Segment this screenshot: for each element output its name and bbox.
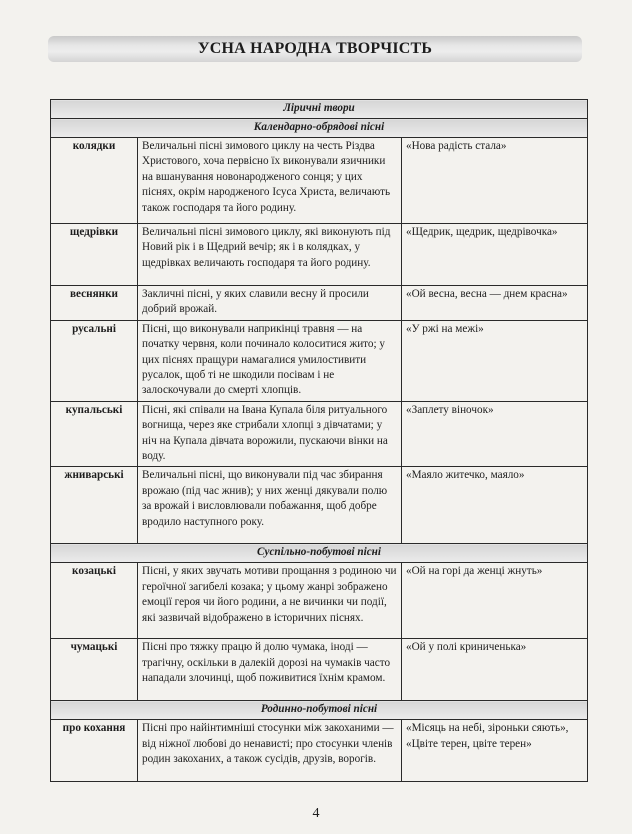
genre-cell: чумацькі	[51, 639, 138, 701]
page-title: УСНА НАРОДНА ТВОРЧІСТЬ	[197, 40, 433, 57]
table-row	[51, 401, 588, 467]
table-row	[51, 639, 588, 701]
example-cell: «Маяло житечко, маяло»	[402, 467, 588, 544]
table-row	[51, 467, 588, 544]
description-cell: Пісні, що виконували наприкінці травня — на початку червня, коли починало колоситися жито; у цих піснях пращури намагалися умилостивити русалок, щоб ті не шкодили посівам і не залоскочували до смерті хлопців.	[138, 320, 402, 401]
table-row	[51, 224, 588, 286]
main-header-row	[51, 100, 588, 119]
page-number: 4	[312, 806, 320, 821]
example-cell: «Щедрик, щедрик, щедрівочка»	[402, 224, 588, 286]
genre-cell: колядки	[51, 138, 138, 224]
table-row	[51, 286, 588, 321]
description-cell: Пісні про найінтимніші стосунки між закоханими — від ніжної любові до ненависті; про стосунки членів родин закоханих, а також сусідів, друзів, ворогів.	[138, 720, 402, 782]
description-cell: Величальні пісні, що виконували під час збирання врожаю (під час жнив); у них женці дякували полю за врожай і висловлювали побажання, щоб добре вродило наступного року.	[138, 467, 402, 544]
table-row	[51, 138, 588, 224]
example-cell: «Ой на горі да женці жнуть»	[402, 563, 588, 639]
main-header: Ліричні твори	[51, 100, 588, 119]
table-row	[51, 720, 588, 782]
example-cell: «У ржі на межі»	[402, 320, 588, 401]
section-header-row	[51, 544, 588, 563]
description-cell: Величальні пісні зимового циклу на честь Різдва Христового, хоча первісно їх виконували язичники на вшанування новонародженого сонця; у цих піснях, окрім народженого Ісуса Христа, величають також господаря та його родину.	[138, 138, 402, 224]
genre-cell: про кохання	[51, 720, 138, 782]
table-row	[51, 563, 588, 639]
genre-cell: купальські	[51, 401, 138, 467]
example-cell: «Заплету віночок»	[402, 401, 588, 467]
description-cell: Пісні про тяжку працю й долю чумака, іноді — трагічну, оскільки в далекій дорозі на чумаків часто нападали злочинці, щоб поживитися їхнім крамом.	[138, 639, 402, 701]
description-cell: Пісні, які співали на Івана Купала біля ритуального вогнища, через яке стрибали хлопці з дівчатами; у ніч на Купала дівчата ворожили, пускаючи вінки на воду.	[138, 401, 402, 467]
description-cell: Величальні пісні зимового циклу, які виконують під Новий рік і в Щедрий вечір; як і в колядках, у щедрівках величають господаря та його родину.	[138, 224, 402, 286]
example-cell: «Ой у полі криниченька»	[402, 639, 588, 701]
genre-cell: козацькі	[51, 563, 138, 639]
section-header-social: Суспільно-побутові пісні	[51, 544, 588, 563]
genre-cell: веснянки	[51, 286, 138, 321]
page-title-banner	[48, 36, 582, 62]
section-header-row	[51, 701, 588, 720]
section-header-calendar: Календарно-обрядові пісні	[51, 119, 588, 138]
section-header-family: Родинно-побутові пісні	[51, 701, 588, 720]
genre-cell: жниварські	[51, 467, 138, 544]
example-cell: «Ой весна, весна — днем красна»	[402, 286, 588, 321]
table-row	[51, 320, 588, 401]
description-cell: Пісні, у яких звучать мотиви прощання з родиною чи героїчної загибелі козака; у цьому жанрі зображено емоції героя чи його родини, а не вичинки чи події, які зазвичай відображено в історичних піснях.	[138, 563, 402, 639]
genre-cell: щедрівки	[51, 224, 138, 286]
section-header-row	[51, 119, 588, 138]
description-cell: Закличні пісні, у яких славили весну й просили добрий врожай.	[138, 286, 402, 321]
lyrical-works-table	[50, 99, 588, 782]
genre-cell: русальні	[51, 320, 138, 401]
example-cell: «Нова радість стала»	[402, 138, 588, 224]
example-cell: «Місяць на небі, зіроньки сяють», «Цвіте терен, цвіте терен»	[402, 720, 588, 782]
